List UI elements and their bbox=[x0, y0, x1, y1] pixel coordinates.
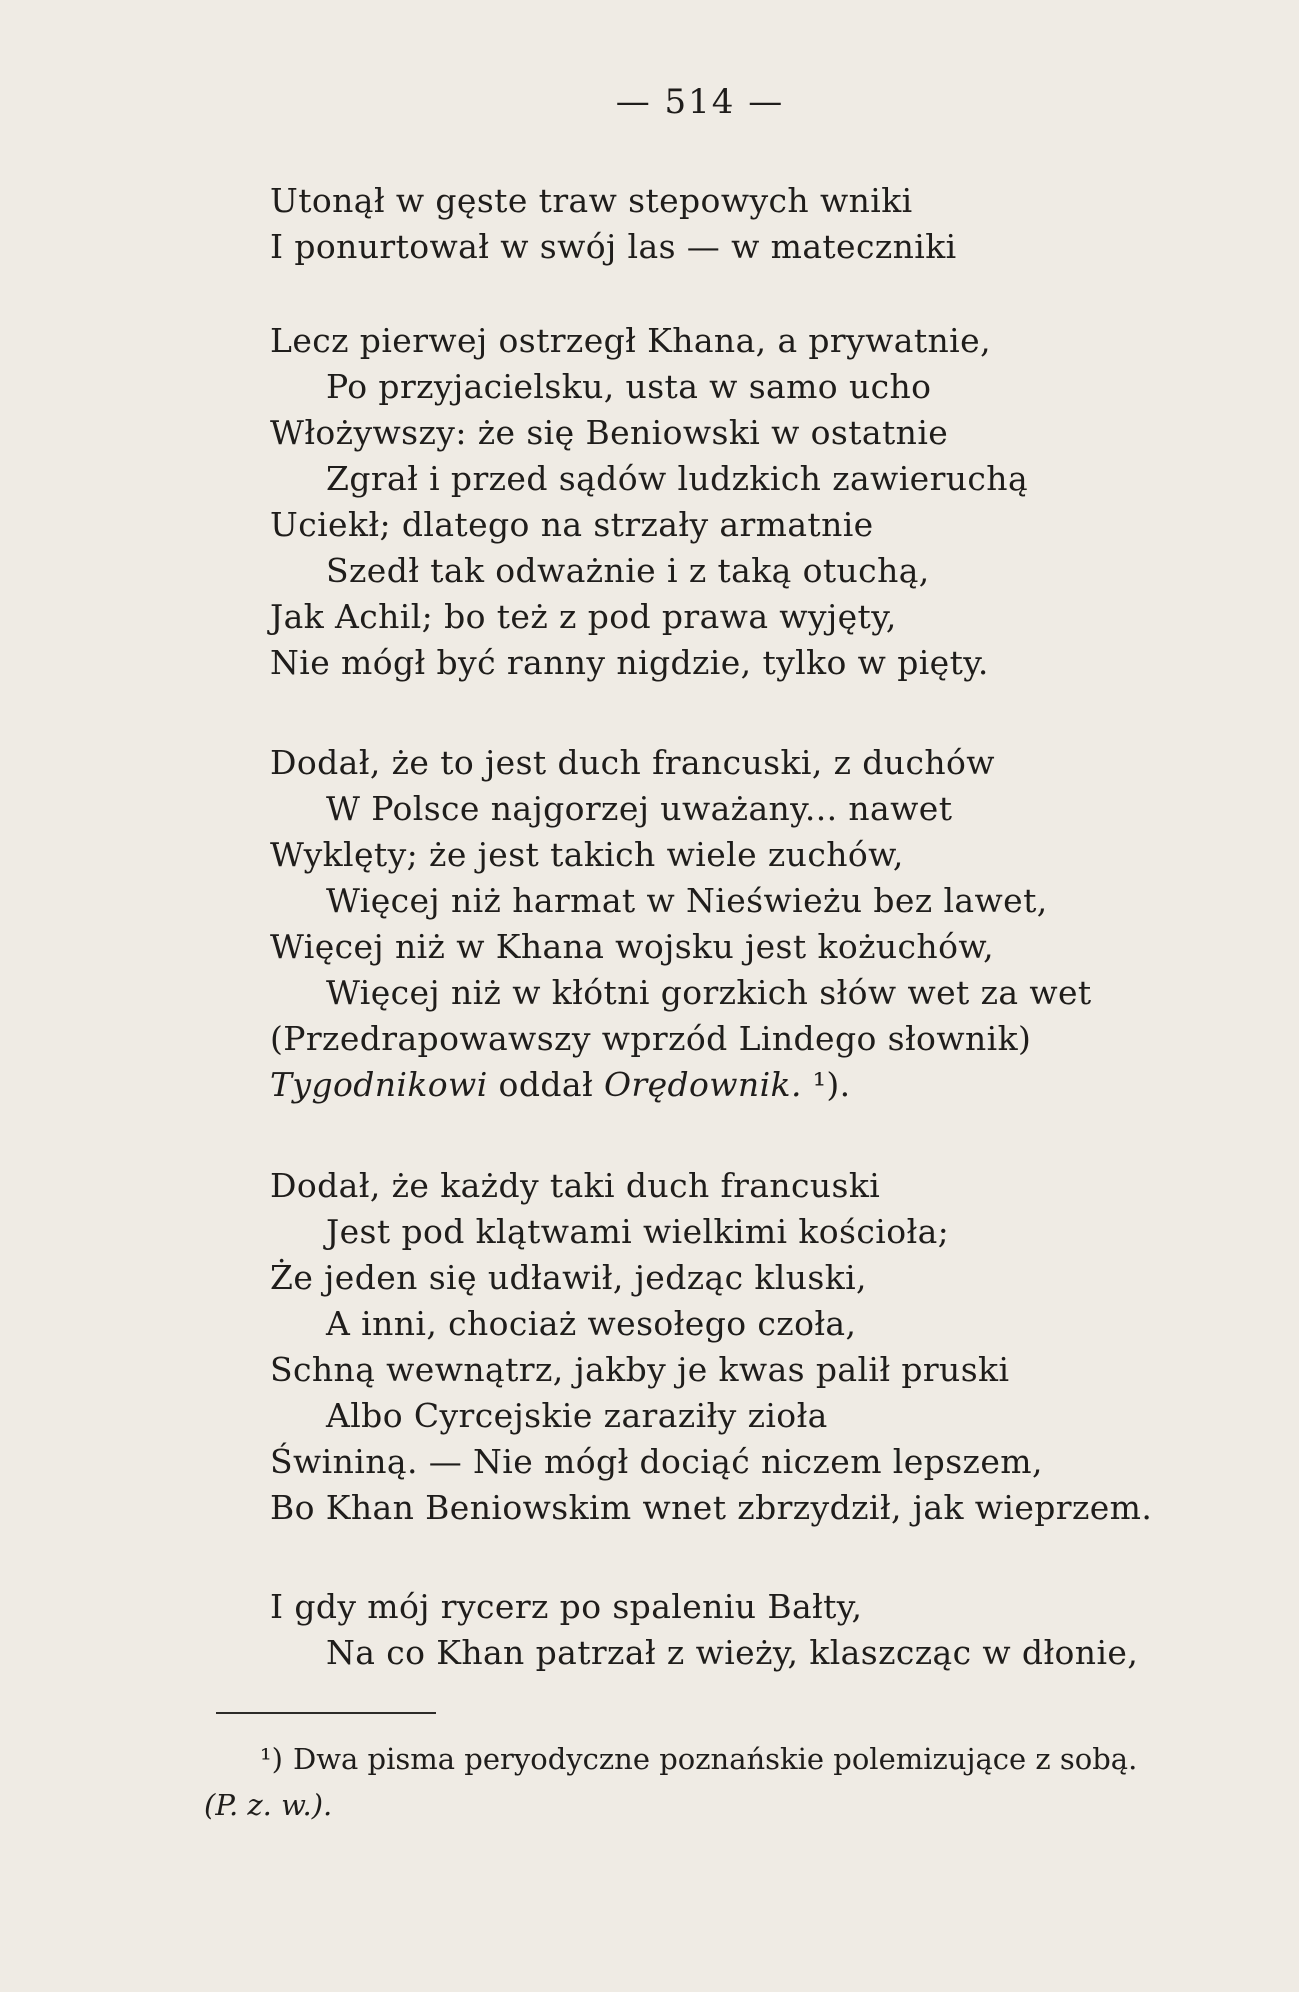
verse-line: Świniną. — Nie mógł dociąć niczem lepszem, bbox=[270, 1442, 1043, 1481]
footnote-source: (P. z. w.). bbox=[204, 1788, 333, 1822]
footnote-reference: ¹). bbox=[812, 1065, 851, 1104]
verse-line: Więcej niż w kłótni gorzkich słów wet za wet bbox=[326, 973, 1092, 1012]
verse-line: Albo Cyrcejskie zaraziły zioła bbox=[326, 1396, 828, 1435]
verse-line-with-titles bbox=[270, 1062, 1170, 1108]
verse-line: Że jeden się udławił, jedząc kluski, bbox=[270, 1258, 867, 1297]
footnote-divider bbox=[216, 1712, 436, 1714]
stanza-4 bbox=[270, 1163, 1170, 1531]
verse-line: Schną wewnątrz, jakby je kwas palił pruski bbox=[270, 1350, 1010, 1389]
page-number: — 514 — bbox=[615, 82, 785, 122]
footnote bbox=[204, 1736, 1240, 1828]
verse-line: Dodał, że to jest duch francuski, z duchów bbox=[270, 743, 995, 782]
periodical-title: Tygodnikowi bbox=[270, 1065, 488, 1104]
periodical-title: Orędownik. bbox=[603, 1065, 802, 1104]
verse-line: W Polsce najgorzej uważany... nawet bbox=[326, 789, 953, 828]
verse-line: (Przedrapowawszy wprzód Lindego słownik) bbox=[270, 1019, 1032, 1058]
verse-line: Włożywszy: że się Beniowski w ostatnie bbox=[270, 413, 949, 452]
stanza-5 bbox=[270, 1584, 1170, 1676]
stanza-3 bbox=[270, 740, 1170, 1108]
stanza-1 bbox=[270, 178, 1170, 270]
verse-line: Uciekł; dlatego na strzały armatnie bbox=[270, 505, 874, 544]
verse-line: Jest pod klątwami wielkimi kościoła; bbox=[326, 1212, 950, 1251]
verse-line: A inni, chociaż wesołego czoła, bbox=[326, 1304, 857, 1343]
verse-line: Lecz pierwej ostrzegł Khana, a prywatnie, bbox=[270, 321, 991, 360]
verse-line: Wyklęty; że jest takich wiele zuchów, bbox=[270, 835, 904, 874]
verse-line: Więcej niż harmat w Nieświeżu bez lawet, bbox=[326, 881, 1048, 920]
stanza-2 bbox=[270, 318, 1170, 686]
footnote-text: Dwa pisma peryodyczne poznańskie polemizujące z sobą. bbox=[292, 1742, 1138, 1776]
verse-line: Szedł tak odważnie i z taką otuchą, bbox=[326, 551, 930, 590]
verse-line: Więcej niż w Khana wojsku jest kożuchów, bbox=[270, 927, 994, 966]
verse-line: I gdy mój rycerz po spaleniu Bałty, bbox=[270, 1587, 863, 1626]
verse-line: Jak Achil; bo też z pod prawa wyjęty, bbox=[270, 597, 897, 636]
verse-line: Nie mógł być ranny nigdzie, tylko w pięty. bbox=[270, 643, 989, 682]
verse-line: Utonął w gęste traw stepowych wniki bbox=[270, 181, 913, 220]
verse-word: oddał bbox=[498, 1065, 594, 1104]
verse-line: I ponurtował w swój las — w mateczniki bbox=[270, 227, 957, 266]
verse-line: Zgrał i przed sądów ludzkich zawieruchą bbox=[326, 459, 1029, 498]
verse-line: Dodał, że każdy taki duch francuski bbox=[270, 1166, 881, 1205]
verse-line: Bo Khan Beniowskim wnet zbrzydził, jak wieprzem. bbox=[270, 1488, 1153, 1527]
footnote-marker: ¹) bbox=[260, 1742, 283, 1776]
verse-line: Po przyjacielsku, usta w samo ucho bbox=[326, 367, 932, 406]
verse-line: Na co Khan patrzał z wieży, klaszcząc w dłonie, bbox=[326, 1633, 1139, 1672]
